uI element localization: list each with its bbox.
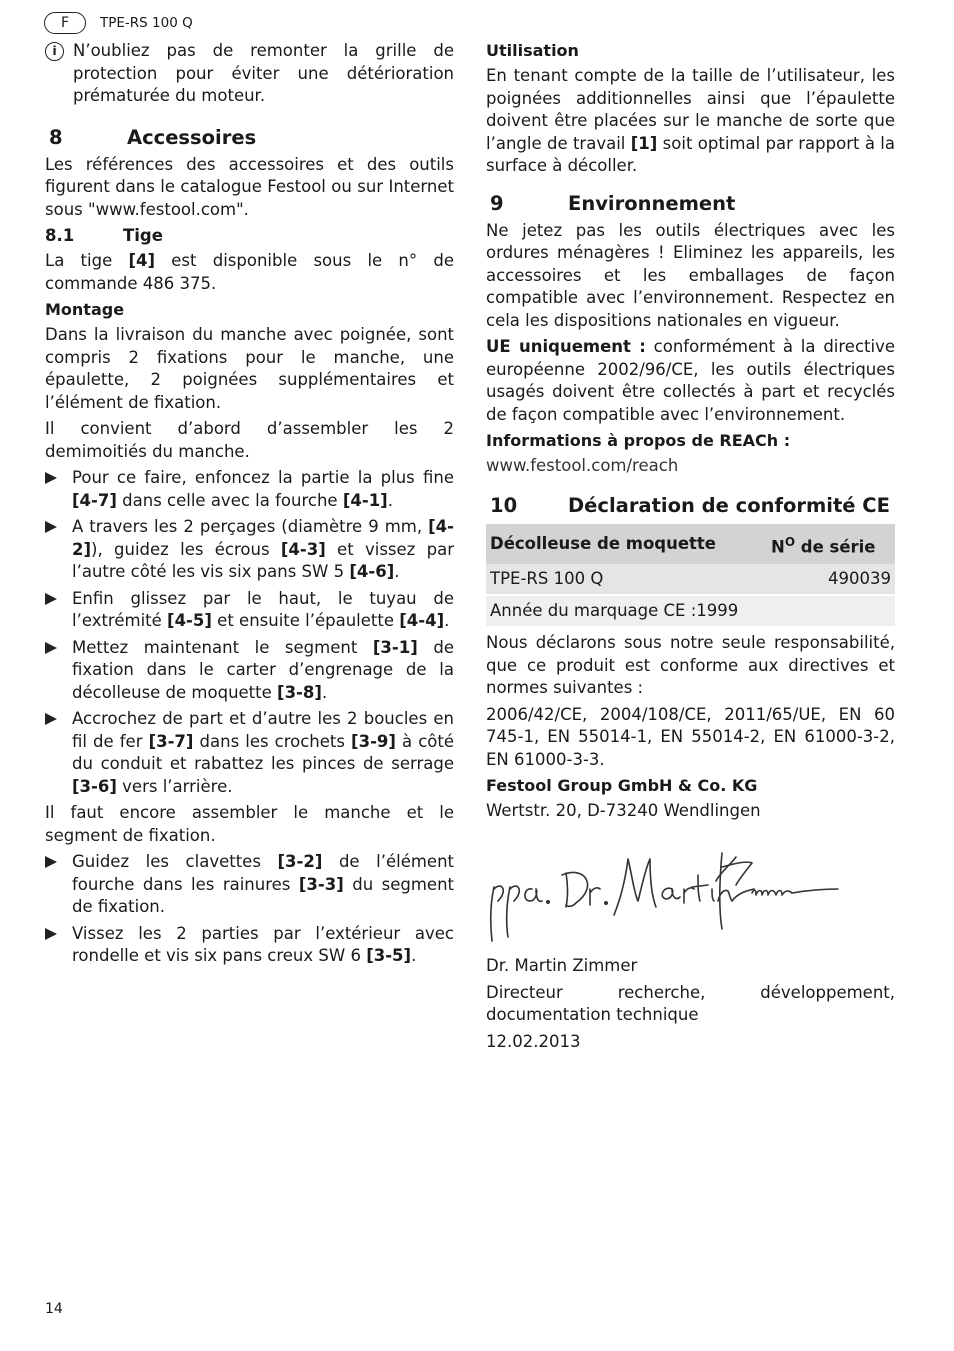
right-column [486, 40, 895, 1057]
table-cell-year: Année du marquage CE :1999 [486, 595, 895, 626]
header-model: TPE-RS 100 Q [100, 14, 193, 31]
ref-label: [4] [128, 251, 156, 270]
montage-paragraph-3: Il faut encore assembler le manche et le segment de fixation. [45, 803, 454, 845]
bullet-item [45, 708, 454, 798]
reach-heading: Informations à propos de REACh : [486, 431, 791, 450]
declaration-date: 12.02.2013 [486, 1031, 581, 1051]
section-9-heading [486, 192, 895, 216]
text-run: La tige [45, 251, 129, 270]
table-cell-model: TPE-RS 100 Q [486, 564, 767, 595]
arrow-bullet-icon [45, 928, 57, 940]
section-number: 10 [490, 493, 518, 517]
section-8-heading [45, 126, 454, 150]
montage-paragraph-2: Il convient d’abord d’assembler les 2 demimoitiés du manche. [45, 419, 454, 461]
declaration-paragraph-1: Nous déclarons sous notre seule responsabilité, que ce produit est conforme aux directives et normes suivantes : [486, 633, 895, 697]
company-address: Wertstr. 20, D-73240 Wendlingen [486, 801, 761, 820]
reach-url: www.festool.com/reach [486, 456, 679, 475]
signer-role: Directeur recherche, développement, documentation technique [486, 982, 895, 1024]
section-number: 8 [49, 125, 63, 149]
section-9-text: Ne jetez pas les outils électriques avec les ordures ménagères ! Eliminez les appareils, les accessoires et les emballages de façon compatible avec l’environnement. Respectez en cela les dispositions nationales en vigueur. [486, 220, 895, 330]
table-header-serial: $N^O$ de série [767, 524, 895, 565]
table-cell-serial: 490039 [767, 564, 895, 595]
bullet-item [45, 923, 454, 968]
bullet-text: Mettez maintenant le segment [3-1] de fixation dans le carter d’engrenage de la décolleuse de moquette [3-8]. [72, 637, 454, 702]
page-header [44, 12, 193, 34]
handwritten-signature [486, 845, 846, 945]
table-header-row [486, 524, 895, 565]
left-column [45, 40, 454, 972]
ue-paragraph: UE uniquement : conformément à la directive européenne 2002/96/CE, les outils électriques usagés doivent être collectés à part et recyclés de façon compatible avec l’environnement. [486, 337, 895, 424]
arrow-bullet-icon [45, 593, 57, 605]
company-name: Festool Group GmbH & Co. KG [486, 776, 758, 795]
note-text: N’oubliez pas de remonter la grille de protection pour éviter une détérioration prématurée du moteur. [73, 41, 454, 105]
arrow-bullet-icon [45, 713, 57, 725]
bullet-text: A travers les 2 perçages (diamètre 9 mm, [4-2]), guidez les écrous [4-3] et vissez par l’autre côté les vis six pans SW 5 [4-6]. [72, 517, 454, 581]
utilisation-heading: Utilisation [486, 41, 579, 60]
section-8-1-heading [45, 225, 454, 247]
arrow-bullet-icon [45, 642, 57, 654]
signer-name: Dr. Martin Zimmer [486, 956, 638, 975]
declaration-paragraph-2: 2006/42/CE, 2004/108/CE, 2011/65/UE, EN 60 745-1, EN 55014-1, EN 55014-2, EN 61000-3-2, EN 61000-3-3. [486, 704, 895, 769]
bullet-text: Enfin glissez par le haut, le tuyau de l’extrémité [4-5] et ensuite l’épaulette [4-4]. [72, 588, 454, 630]
bullet-text: Vissez les 2 parties par l’extérieur avec rondelle et vis six pans creux SW 6 [3-5]. [72, 923, 454, 965]
bullet-item [45, 637, 454, 705]
arrow-bullet-icon [45, 472, 57, 484]
bullet-item [45, 516, 454, 584]
conformity-table [486, 524, 895, 627]
subsection-title: Tige [123, 226, 163, 245]
bullet-item [45, 588, 454, 633]
section-title: Déclaration de conformité CE [568, 493, 890, 517]
page-number: 14 [45, 1301, 63, 1317]
montage-paragraph-1: Dans la livraison du manche avec poignée, sont compris 2 fixations pour le manche, une épaulette, 2 poignées supplémentaires et l’élément de fixation. [45, 325, 454, 412]
montage-heading: Montage [45, 300, 125, 319]
info-note [45, 40, 454, 112]
bullet-text: Accrochez de part et d’autre les 2 boucles en fil de fer [3-7] dans les crochets [3-9] à côté du conduit et rabattez les pinces de serrage [3-6] vers l’arrière. [72, 709, 454, 796]
arrow-bullet-icon [45, 856, 57, 868]
section-8-text: Les références des accessoires et des outils figurent dans le catalogue Festool ou sur Internet sous "www.festool.com". [45, 154, 454, 219]
table-header-product: Décolleuse de moquette [486, 524, 767, 565]
bullet-item [45, 851, 454, 919]
section-title: Environnement [568, 191, 736, 215]
section-10-heading [486, 494, 895, 518]
section-number: 9 [490, 191, 504, 215]
bullet-text: Guidez les clavettes [3-2] de l’élément fourche dans les rainures [3-3] du segment de fixation. [72, 852, 454, 916]
arrow-bullet-icon [45, 521, 57, 533]
subsection-number: 8.1 [45, 226, 75, 245]
language-badge: F [44, 12, 86, 34]
bullet-item [45, 467, 454, 512]
text-run: est disponible sous le n° de commande 486 375. [45, 251, 454, 293]
info-icon: i [45, 42, 64, 61]
bullet-text: Pour ce faire, enfoncez la partie la plus fine [4-7] dans celle avec la fourche [4-1]. [72, 468, 454, 510]
section-8-1-text [45, 250, 454, 295]
table-row [486, 564, 895, 595]
utilisation-text: En tenant compte de la taille de l’utilisateur, les poignées additionnelles ainsi que l’épaulette doivent être placées sur le manche de sorte que l’angle de travail [1] soit optimal par rapport à la surface à décoller. [486, 66, 895, 175]
table-row [486, 595, 895, 626]
section-title: Accessoires [127, 125, 257, 149]
